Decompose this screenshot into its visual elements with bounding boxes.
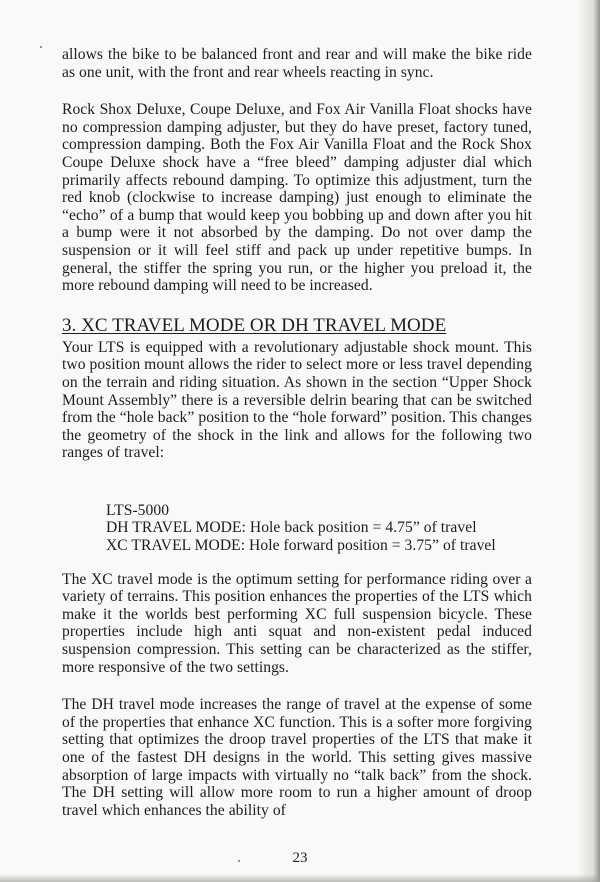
section-heading: 3. XC TRAVEL MODE OR DH TRAVEL MODE (62, 314, 447, 336)
page-edge-shadow (578, 0, 600, 882)
travel-specs (106, 502, 532, 555)
paragraph-xc-mode: The XC travel mode is the optimum setting for performance riding over a variety of terrains. This position enhances the properties of the LTS which make it the worlds best performing XC full suspension bicycle. These properties include high anti squat and non-existent pedal induced suspension compression. This setting can be characterized as the stiffer, more responsive of the two settings. (62, 570, 532, 676)
spec-model: LTS-5000 (106, 501, 170, 519)
page-bottom-shadow (0, 874, 600, 882)
paragraph-dh-mode: The DH travel mode increases the range of travel at the expense of some of the properties that enhance XC function. This is a softer more forgiving setting that optimizes the droop travel properties of the LTS that make it one of the fastest DH designs in the world. This setting gives massive absorption of large impacts with virtually no “talk back” from the shock. The DH setting will allow more room to run a higher amount of droop travel which enhances the ability of (62, 696, 532, 819)
page-number: 23 (292, 850, 308, 866)
print-speck (40, 46, 42, 48)
paragraph-balance: allows the bike to be balanced front and rear and will make the bike ride as one unit, with the front and rear wheels reacting in sync. (62, 46, 532, 81)
paragraph-damping: Rock Shox Deluxe, Coupe Deluxe, and Fox Air Vanilla Float shocks have no compression damping adjuster, but they do have preset, factory tuned, compression damping. Both the Fox Air Vanilla Float and the Rock Shox Coupe Deluxe shock have a “free bleed” damping adjuster dial which primarily affects rebound damping. To optimize this adjustment, turn the red knob (clockwise to increase damping) just enough to eliminate the “echo” of a bump that would keep you bobbing up and down after you hit a bump were it not absorbed by the damping. Do not over damp the suspension or it will feel stiff and pack up under repetitive bumps. In general, the stiffer the spring you run, or the higher you preload it, the more rebound damping will need to be increased. (62, 101, 532, 295)
page-body (62, 46, 532, 819)
spec-xc-travel: XC TRAVEL MODE: Hole forward position = 3.75” of travel (106, 537, 496, 555)
paragraph-shock-mount: Your LTS is equipped with a revolutionary adjustable shock mount. This two position mount allows the rider to select more or less travel depending on the terrain and riding situation. As shown in the section “Upper Shock Mount Assembly” there is a reversible delrin bearing that can be switched from the “hole back” position to the “hole forward” position. This changes the geometry of the shock in the link and allows for the following two ranges of travel: (62, 338, 532, 462)
spec-dh-travel: DH TRAVEL MODE: Hole back position = 4.75” of travel (106, 519, 477, 537)
